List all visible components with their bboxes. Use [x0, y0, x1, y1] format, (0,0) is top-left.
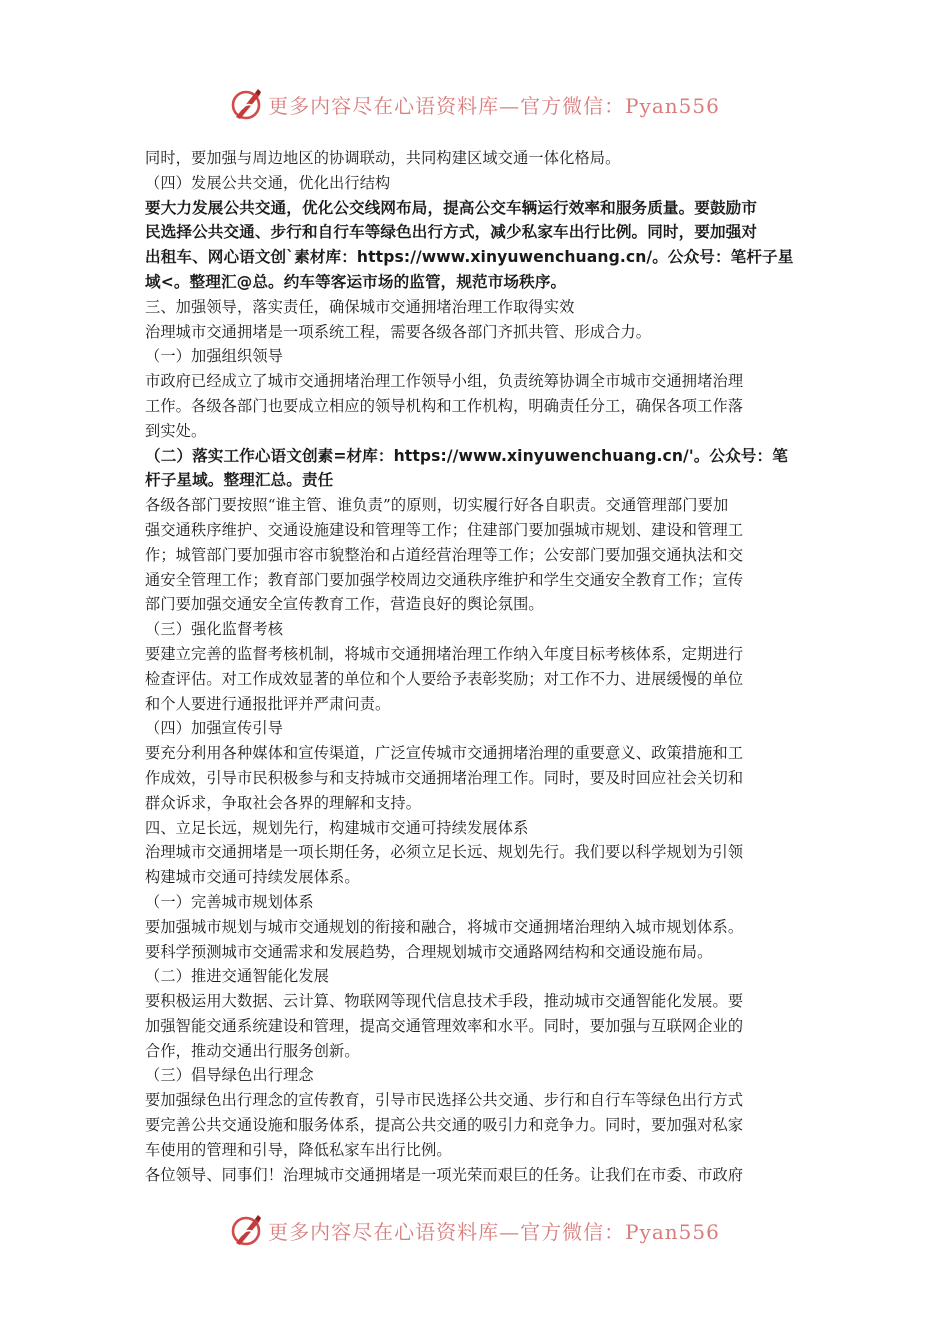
- text-line: 杆子星域。整理汇总。责任: [145, 471, 334, 490]
- text-line: 构建城市交通可持续发展体系。: [145, 868, 360, 887]
- text-line: 要加强绿色出行理念的宣传教育，引导市民选择公共交通、步行和自行车等绿色出行方式: [145, 1091, 744, 1110]
- text-line: 检查评估。对工作成效显著的单位和个人要给予表彰奖励；对工作不力、进展缓慢的单位: [145, 669, 744, 688]
- text-line: 市政府已经成立了城市交通拥堵治理工作领导小组，负责统筹协调全市城市交通拥堵治理: [145, 372, 744, 391]
- text-line: 作；城管部门要加强市容市貌整治和占道经营治理等工作；公安部门要加强交通执法和交: [145, 545, 744, 564]
- text-line: 民选择公共交通、步行和自行车等绿色出行方式，减少私家车出行比例。同时，要加强对: [145, 223, 758, 242]
- text-line: （三）强化监督考核: [145, 620, 284, 639]
- text-line: 通安全管理工作；教育部门要加强学校周边交通秩序维护和学生交通安全教育工作；宣传: [145, 570, 744, 589]
- text-line: （三）倡导绿色出行理念: [145, 1066, 314, 1085]
- text-line: 三、加强领导，落实责任，确保城市交通拥堵治理工作取得实效: [145, 297, 575, 316]
- text-line: 要大力发展公共交通，优化公交线网布局，提高公交车辆运行效率和服务质量。要鼓励市: [145, 198, 758, 217]
- text-line: 车使用的管理和引导，降低私家车出行比例。: [145, 1140, 452, 1159]
- text-line: 要建立完善的监督考核机制，将城市交通拥堵治理工作纳入年度目标考核体系，定期进行: [145, 644, 744, 663]
- header-banner: [0, 84, 950, 124]
- text-line: （二）推进交通智能化发展: [145, 967, 330, 986]
- text-line: 强交通秩序维护、交通设施建设和管理等工作；住建部门要加强城市规划、建设和管理工: [145, 520, 744, 539]
- text-line: 加强智能交通系统建设和管理，提高交通管理效率和水平。同时，要加强与互联网企业的: [145, 1016, 744, 1035]
- text-line: 治理城市交通拥堵是一项系统工程，需要各级各部门齐抓共管、形成合力。: [145, 322, 652, 341]
- banner-text: 更多内容尽在心语资料库—官方微信：Pyan556: [268, 93, 720, 118]
- text-line: （一）完善城市规划体系: [145, 892, 314, 911]
- footer-banner: [0, 1210, 950, 1250]
- text-line: （二）落实工作心语文创素=材库：https://www.xinyuwenchuang.cn/'。公众号：笔: [145, 446, 788, 465]
- text-line: 和个人要进行通报批评并严肃问责。: [145, 694, 391, 713]
- text-line: 要科学预测城市交通需求和发展趋势，合理规划城市交通路网结构和交通设施布局。: [145, 942, 713, 961]
- text-line: 出租车、网心语文创`素材库：https://www.xinyuwenchuang.cn/。公众号：笔杆子星: [145, 248, 794, 267]
- text-line: 各位领导、同事们！治理城市交通拥堵是一项光荣而艰巨的任务。让我们在市委、市政府: [145, 1165, 744, 1184]
- text-line: 到实处。: [145, 421, 207, 440]
- text-line: 群众诉求，争取社会各界的理解和支持。: [145, 793, 422, 812]
- text-line: 四、立足长远，规划先行，构建城市交通可持续发展体系: [145, 818, 529, 837]
- text-line: 要充分利用各种媒体和宣传渠道，广泛宣传城市交通拥堵治理的重要意义、政策措施和工: [145, 744, 744, 763]
- text-line: 工作。各级各部门也要成立相应的领导机构和工作机构，明确责任分工，确保各项工作落: [145, 396, 744, 415]
- text-line: 部门要加强交通安全宣传教育工作，营造良好的舆论氛围。: [145, 595, 544, 614]
- text-line: 要加强城市规划与城市交通规划的衔接和融合，将城市交通拥堵治理纳入城市规划体系。: [145, 917, 744, 936]
- text-line: 合作，推动交通出行服务创新。: [145, 1041, 360, 1060]
- document-body: [145, 146, 810, 1187]
- pen-logo-icon: [230, 87, 264, 121]
- text-line: 各级各部门要按照“谁主管、谁负责”的原则，切实履行好各自职责。交通管理部门要加: [145, 496, 729, 515]
- text-line: 要积极运用大数据、云计算、物联网等现代信息技术手段，推动城市交通智能化发展。要: [145, 992, 744, 1011]
- text-line: 域<。整理汇@总。约车等客运市场的监管，规范市场秩序。: [145, 272, 567, 291]
- text-line: 治理城市交通拥堵是一项长期任务，必须立足长远、规划先行。我们要以科学规划为引领: [145, 843, 744, 862]
- text-line: （四）加强宣传引导: [145, 719, 284, 738]
- text-line: （一）加强组织领导: [145, 347, 284, 366]
- text-line: 作成效，引导市民积极参与和支持城市交通拥堵治理工作。同时，要及时回应社会关切和: [145, 768, 744, 787]
- pen-logo-icon: [230, 1213, 264, 1247]
- text-line: 要完善公共交通设施和服务体系，提高公共交通的吸引力和竞争力。同时，要加强对私家: [145, 1116, 744, 1135]
- banner-text: 更多内容尽在心语资料库—官方微信：Pyan556: [268, 1219, 720, 1244]
- text-line: （四）发展公共交通，优化出行结构: [145, 173, 391, 192]
- text-line: 同时，要加强与周边地区的协调联动，共同构建区域交通一体化格局。: [145, 149, 621, 167]
